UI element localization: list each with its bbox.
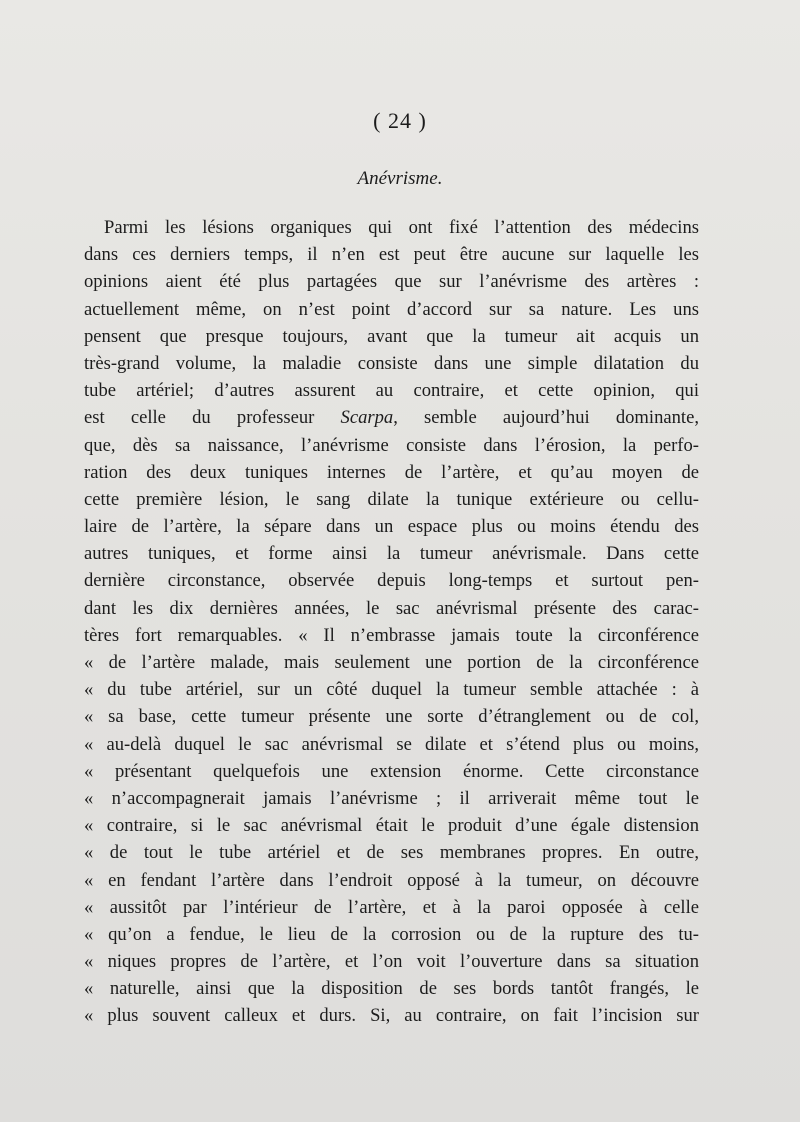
- text-line: tube artériel; d’autres assurent au contraire, et cette opinion, qui: [84, 380, 699, 402]
- text-line: que, dès sa naissance, l’anévrisme consiste dans l’érosion, la perfo-: [84, 434, 699, 456]
- text-line: tères fort remarquables. « Il n’embrasse jamais toute la circonférence: [84, 624, 699, 646]
- text-line: actuellement même, on n’est point d’accord sur sa nature. Les uns: [84, 298, 699, 320]
- text-line: autres tuniques, et forme ainsi la tumeur anévrismale. Dans cette: [84, 543, 699, 565]
- body-paragraph: [84, 214, 699, 1030]
- text-line: dans ces derniers temps, il n’en est peut être aucune sur laquelle les: [84, 244, 699, 266]
- text-line: « de l’artère malade, mais seulement une portion de la circonférence: [84, 652, 699, 673]
- text-line: ration des deux tuniques internes de l’artère, et qu’au moyen de: [84, 461, 699, 483]
- text-line: dant les dix dernières années, le sac anévrismal présente des carac-: [84, 597, 699, 619]
- text-line: « présentant quelquefois une extension énorme. Cette circonstance: [84, 760, 699, 782]
- text-line: opinions aient été plus partagées que sur l’anévrisme des artères :: [84, 271, 699, 293]
- text-line: est celle du professeur Scarpa, semble aujourd’hui dominante,: [84, 407, 699, 429]
- text-line: « niques propres de l’artère, et l’on voit l’ouverture dans sa situation: [84, 951, 699, 973]
- text-line: « sa base, cette tumeur présente une sorte d’étranglement ou de col,: [84, 706, 699, 728]
- text-line: « naturelle, ainsi que la disposition de ses bords tantôt frangés, le: [84, 978, 699, 1000]
- text-line: « de tout le tube artériel et de ses membranes propres. En outre,: [84, 842, 699, 864]
- text-line: « au-delà duquel le sac anévrismal se dilate et s’étend plus ou moins,: [84, 733, 699, 755]
- text-line: laire de l’artère, la sépare dans un espace plus ou moins étendu des: [84, 516, 699, 538]
- italic-name: Scarpa: [340, 407, 394, 429]
- text-line: « en fendant l’artère dans l’endroit opposé à la tumeur, on découvre: [84, 869, 699, 891]
- text-line: dernière circonstance, observée depuis long-temps et surtout pen-: [84, 570, 699, 592]
- text-line: « plus souvent calleux et durs. Si, au contraire, on fait l’incision sur: [84, 1005, 699, 1027]
- text-line: « aussitôt par l’intérieur de l’artère, et à la paroi opposée à celle: [84, 896, 699, 918]
- text-line: cette première lésion, le sang dilate la tunique extérieure ou cellu-: [84, 488, 699, 510]
- text-line: « du tube artériel, sur un côté duquel la tumeur semble attachée : à: [84, 679, 699, 701]
- section-heading: Anévrisme.: [357, 168, 443, 189]
- text-line: « n’accompagnerait jamais l’anévrisme ; il arriverait même tout le: [84, 787, 699, 809]
- text-line: « qu’on a fendue, le lieu de la corrosion ou de la rupture des tu-: [84, 923, 699, 945]
- text-line: très-grand volume, la maladie consiste dans une simple dilatation du: [84, 352, 699, 374]
- text-line: Parmi les lésions organiques qui ont fixé l’attention des médecins: [104, 217, 699, 238]
- text-line: « contraire, si le sac anévrismal était le produit d’une égale distension: [84, 815, 699, 837]
- text-line: pensent que presque toujours, avant que la tumeur ait acquis un: [84, 325, 699, 347]
- page-number: ( 24 ): [373, 108, 427, 133]
